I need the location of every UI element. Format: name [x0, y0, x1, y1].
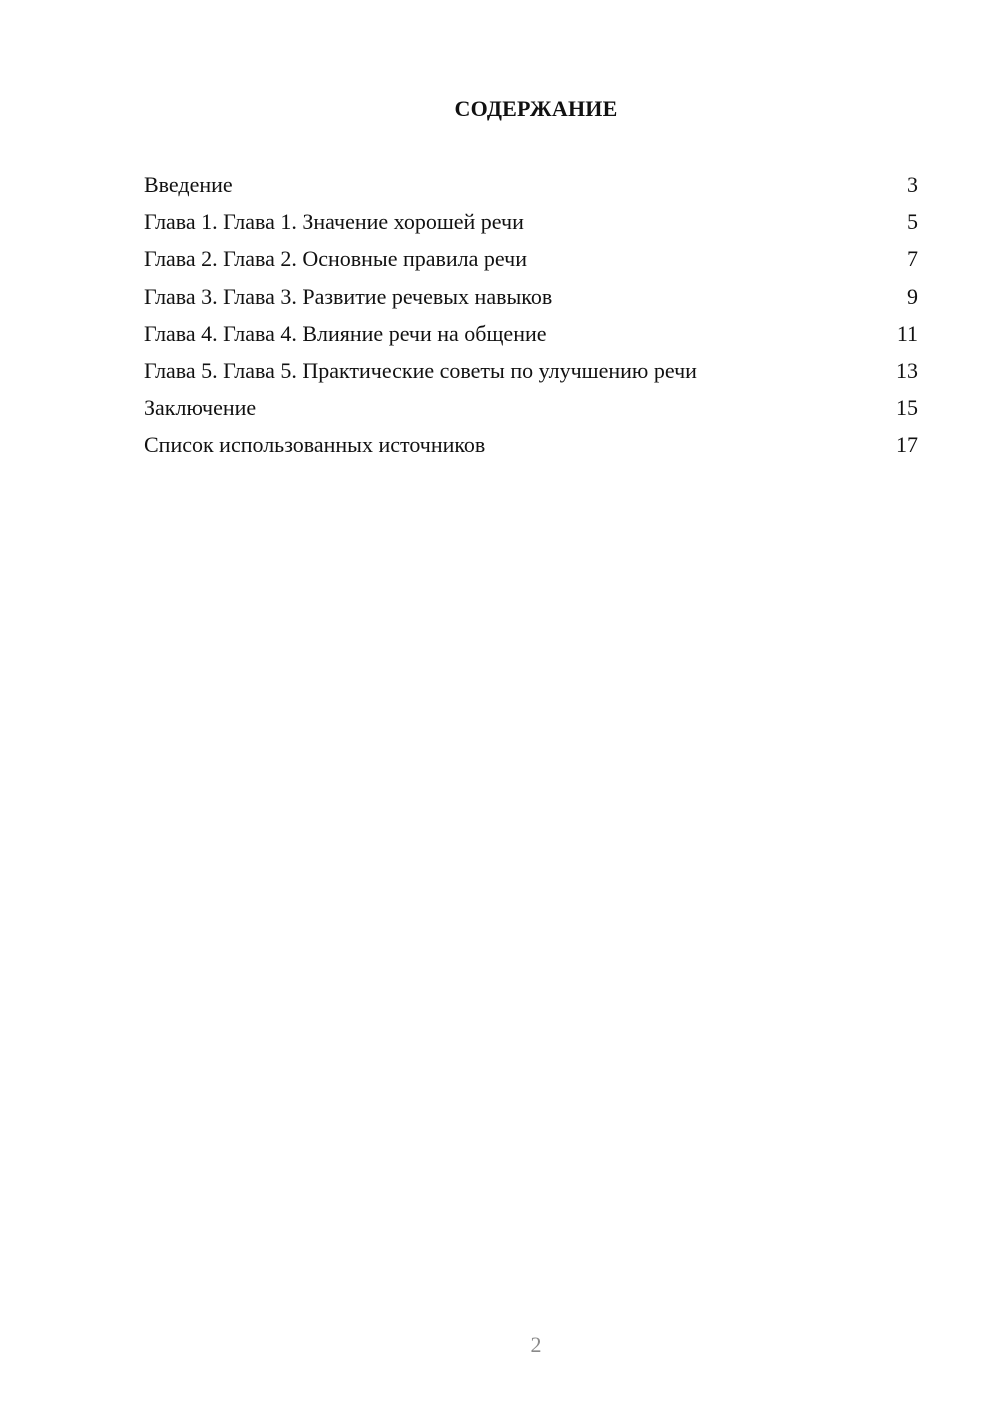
toc-entry-page-number: 13 [896, 357, 918, 383]
toc-entry-page-number: 5 [907, 209, 918, 235]
toc-entry-page-number: 17 [896, 432, 918, 458]
toc-entry-page-number: 7 [907, 246, 918, 272]
toc-entry-chapter-5[interactable] [144, 356, 918, 393]
toc-entry-page-number: 3 [907, 172, 918, 197]
toc-entry-chapter-4[interactable] [144, 319, 918, 356]
toc-entry-label: Глава 5. Глава 5. Практические советы по улучшению речи [144, 357, 697, 383]
toc-entry-page-number: 15 [896, 395, 918, 421]
toc-entry-label: Заключение [144, 395, 257, 421]
toc-entry-references[interactable] [144, 430, 918, 467]
toc-entry-label: Глава 1. Глава 1. Значение хорошей речи [144, 209, 524, 235]
toc-entry-page-number: 11 [896, 320, 918, 346]
toc-entry-chapter-1[interactable] [144, 207, 918, 244]
toc-title: СОДЕРЖАНИЕ [454, 96, 618, 121]
page-number: 2 [530, 1332, 542, 1357]
toc-entry-label: Глава 3. Глава 3. Развитие речевых навыков [144, 283, 553, 309]
toc-entry-chapter-2[interactable] [144, 244, 918, 281]
toc-entry-label: Введение [144, 172, 233, 197]
toc-entry-conclusion[interactable] [144, 393, 918, 430]
toc-entry-label: Глава 4. Глава 4. Влияние речи на общение [144, 320, 547, 346]
table-of-contents [144, 170, 918, 468]
toc-entry-chapter-3[interactable] [144, 282, 918, 319]
toc-entry-introduction[interactable] [144, 170, 918, 207]
toc-entry-label: Глава 2. Глава 2. Основные правила речи [144, 246, 527, 272]
toc-entry-label: Список использованных источников [144, 432, 486, 458]
toc-entry-page-number: 9 [907, 283, 918, 309]
